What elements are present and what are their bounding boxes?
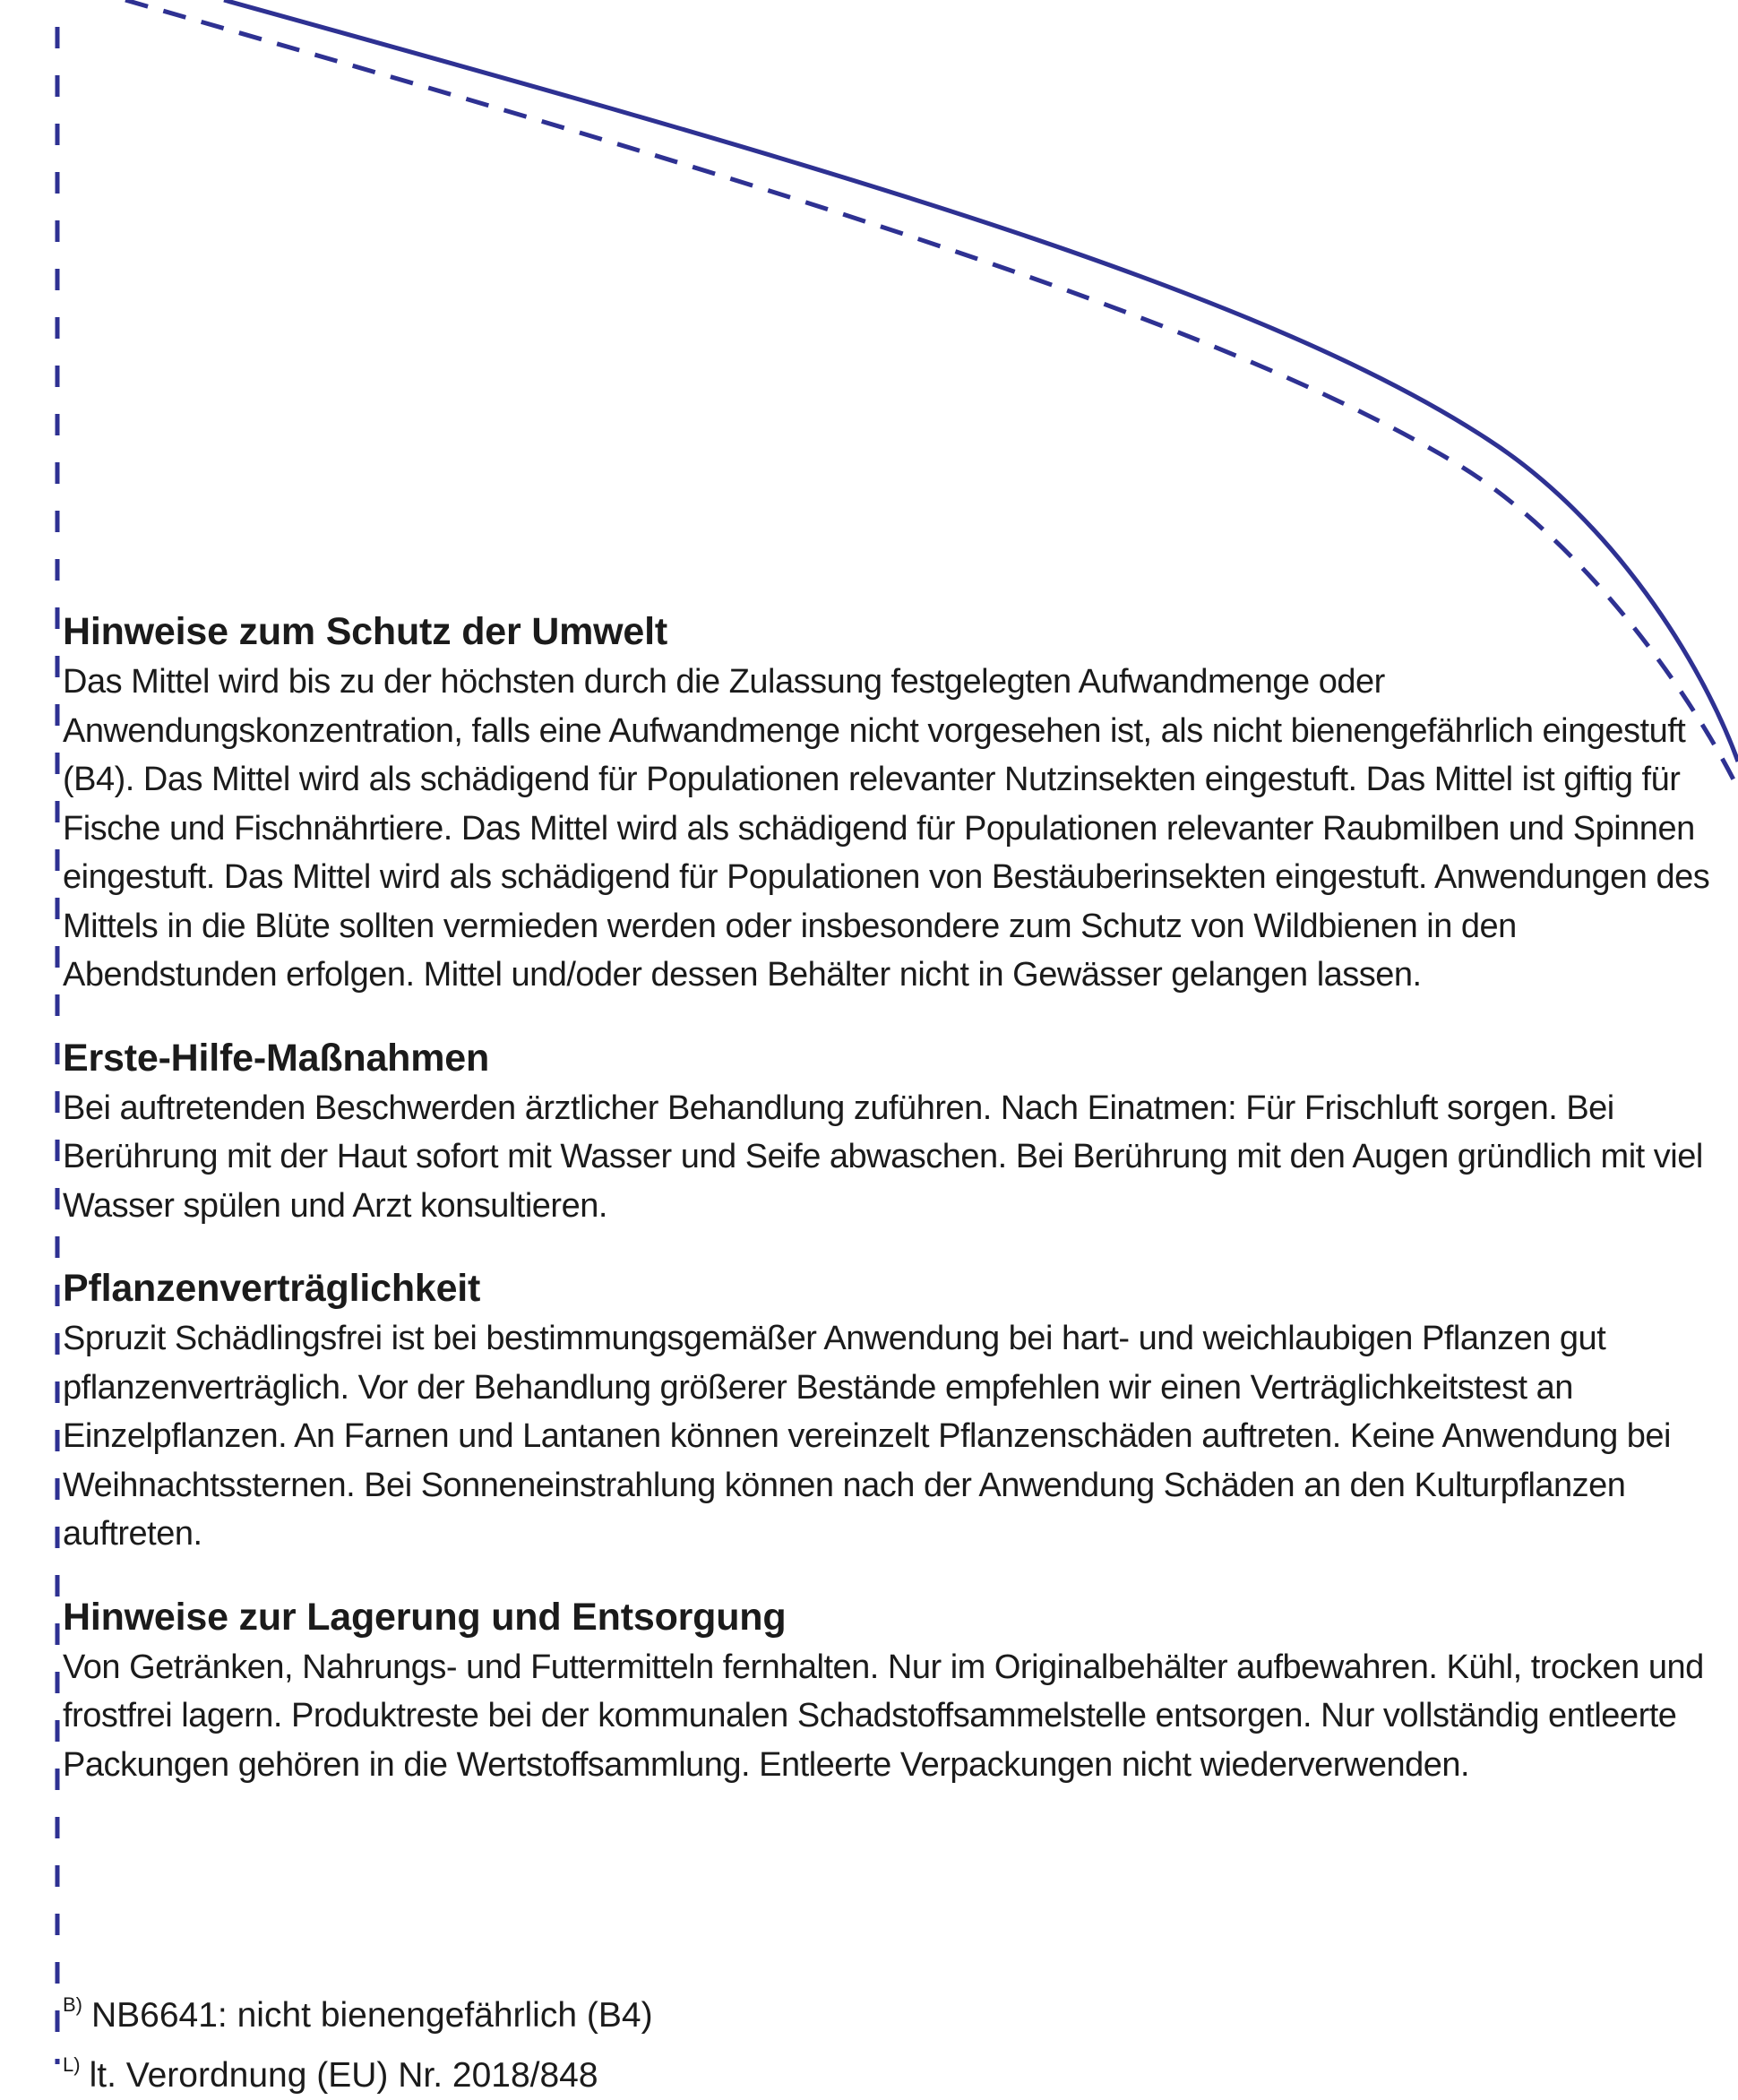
footnotes xyxy=(63,1980,1675,2100)
footnote-text: lt. Verordnung (EU) Nr. 2018/848 xyxy=(89,2056,598,2095)
section-body: Bei auftretenden Beschwerden ärztlicher Behandlung zuführen. Nach Einatmen: Für Frischluft sorgen. Bei Berührung mit der Haut sofort mit Wasser und Seife abwaschen. Bei Berührung mit den Augen gründlich mit viel Wasser spülen und Arzt konsultieren. xyxy=(63,1089,1703,1225)
section-storage-disposal xyxy=(63,1593,1729,1790)
footnote-b xyxy=(63,1980,1675,2040)
section-heading: Erste-Hilfe-Maßnahmen xyxy=(63,1036,490,1080)
section-plant-compatibility xyxy=(63,1264,1729,1559)
section-heading: Hinweise zur Lagerung und Entsorgung xyxy=(63,1595,787,1639)
section-body: Von Getränken, Nahrungs- und Futtermitteln fernhalten. Nur im Originalbehälter aufbewahren. Kühl, trocken und frostfrei lagern. Produktreste bei der kommunalen Schadstoffsammelstelle entsorgen. Nur vollständig entleerte Packungen gehören in die Wertstoffsammlung. Entleerte Verpackungen nicht wiederverwenden. xyxy=(63,1648,1704,1784)
footnote-l xyxy=(63,2040,1675,2100)
section-heading: Hinweise zum Schutz der Umwelt xyxy=(63,610,667,653)
section-body: Das Mittel wird bis zu der höchsten durch die Zulassung festgelegten Aufwandmenge oder Anwendungskonzentration, falls eine Aufwandmenge nicht vorgesehen ist, als nicht bienengefährlich eingestuft (B4). Das Mittel wird als schädigend für Populationen relevanter Nutzinsekten eingestuft. Das Mittel ist giftig für Fische und Fischnährtiere. Das Mittel wird als schädigend für Populationen relevanter Raubmilben und Spinnen eingestuft. Das Mittel wird als schädigend für Populationen von Bestäuberinsekten eingestuft. Anwendungen des Mittels in die Blüte sollten vermieden werden oder insbesondere zum Schutz von Wildbienen in den Abendstunden erfolgen. Mittel und/oder dessen Behälter nicht in Gewässer gelangen lassen. xyxy=(63,663,1710,994)
section-environment xyxy=(63,607,1729,1000)
label-text xyxy=(63,607,1729,1823)
footnote-mark: B) xyxy=(63,1993,82,2016)
section-first-aid xyxy=(63,1034,1729,1231)
footnote-mark: L) xyxy=(63,2053,81,2076)
section-body: Spruzit Schädlingsfrei ist bei bestimmungsgemäßer Anwendung bei hart- und weichlaubigen Pflanzen gut pflanzenverträglich. Vor der Behandlung größerer Bestände empfehlen wir einen Verträglichkeitstest an Einzelpflanzen. An Farnen und Lantanen können vereinzelt Pflanzenschäden auftreten. Keine Anwendung bei Weihnachtssternen. Bei Sonneneinstrahlung können nach der Anwendung Schäden an den Kulturpflanzen auftreten. xyxy=(63,1320,1671,1553)
section-heading: Pflanzenverträglichkeit xyxy=(63,1267,481,1310)
footnote-text: NB6641: nicht bienengefährlich (B4) xyxy=(91,1996,653,2035)
